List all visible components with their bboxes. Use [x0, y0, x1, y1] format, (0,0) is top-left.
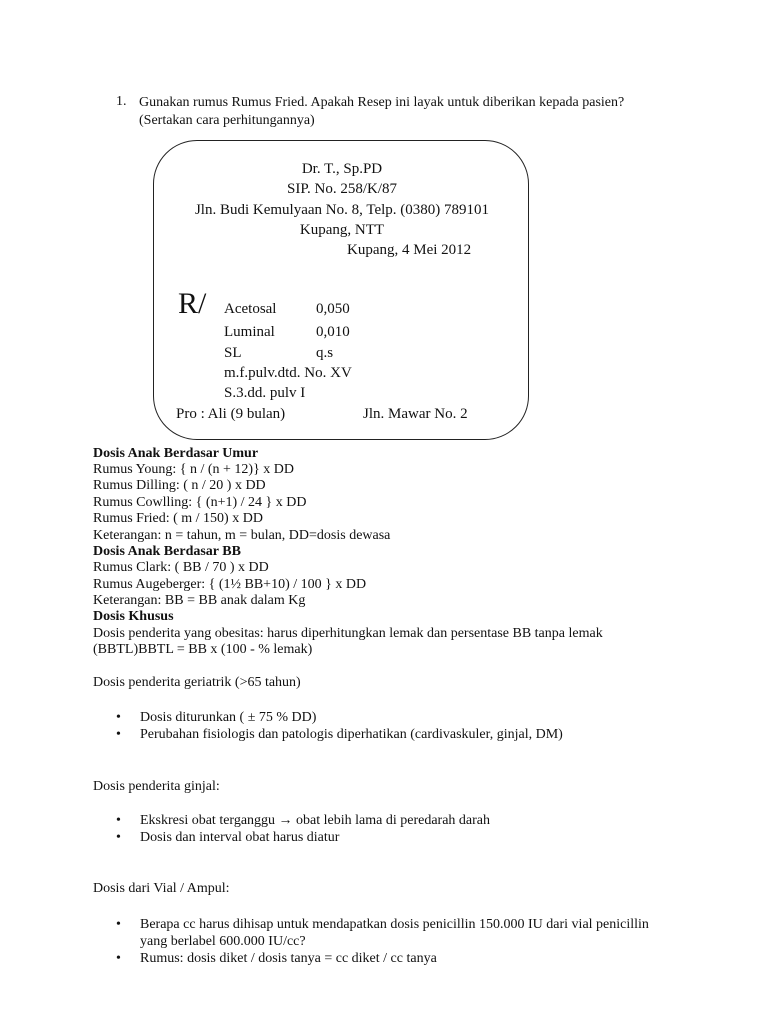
list-item: • Ekskresi obat terganggu → obat lebih lama di peredarah darah [93, 812, 490, 829]
formula-augeberger: Rumus Augeberger: { (1½ BB+10) / 100 } x DD [93, 577, 367, 592]
geriatrik-heading: Dosis penderita geriatrik (>65 tahun) [93, 675, 301, 690]
obesitas-line-1: Dosis penderita yang obesitas: harus diperhitungkan lemak dan persentase BB tanpa lemak [93, 626, 603, 641]
patient-address: Jln. Mawar No. 2 [363, 406, 468, 422]
question-text [139, 94, 624, 130]
list-item: • Perubahan fisiologis dan patologis diperhatikan (cardivaskuler, ginjal, DM) [93, 726, 563, 743]
formula-fried: Rumus Fried: ( m / 150) x DD [93, 511, 263, 526]
formula-cowlling: Rumus Cowlling: { (n+1) / 24 } x DD [93, 495, 307, 510]
ginjal-list [93, 812, 490, 846]
list-item: • Dosis diturunkan ( ± 75 % DD) [93, 709, 563, 726]
rx-instruction-1: m.f.pulv.dtd. No. XV [224, 365, 352, 381]
note-umur: Keterangan: n = tahun, m = bulan, DD=dosis dewasa [93, 528, 391, 543]
section-title-bb: Dosis Anak Berdasar BB [93, 544, 241, 559]
doctor-city: Kupang, NTT [299, 222, 385, 238]
note-bb: Keterangan: BB = BB anak dalam Kg [93, 593, 306, 608]
rx-item-name: Acetosal [224, 301, 277, 317]
patient-info: Pro : Ali (9 bulan) [176, 406, 286, 422]
rx-symbol: R/ [178, 287, 207, 320]
rx-instruction-2: S.3.dd. pulv I [224, 385, 306, 401]
ginjal-heading: Dosis penderita ginjal: [93, 779, 220, 794]
vial-bullet-1-line-1: • Berapa cc harus dihisap untuk mendapatkan dosis penicillin 150.000 IU dari vial penicillin [140, 917, 649, 932]
question-number: 1. [116, 94, 127, 109]
section-title-umur: Dosis Anak Berdasar Umur [93, 446, 259, 461]
doctor-address: Jln. Budi Kemulyaan No. 8, Telp. (0380) 789101 [194, 202, 490, 218]
section-title-khusus: Dosis Khusus [93, 609, 174, 624]
vial-heading: Dosis dari Vial / Ampul: [93, 881, 230, 896]
doctor-name: Dr. T., Sp.PD [301, 161, 383, 177]
list-item: • Dosis dan interval obat harus diatur [93, 829, 490, 846]
list-item [93, 916, 649, 950]
question-line-1: Gunakan rumus Rumus Fried. Apakah Resep ini layak untuk diberikan kepada pasien? [139, 95, 625, 110]
vial-bullet-1-line-2: yang berlabel 600.000 IU/cc? [140, 934, 306, 949]
vial-list [93, 916, 649, 967]
geriatrik-list [93, 709, 563, 743]
formula-young: Rumus Young: { n / (n + 12)} x DD [93, 462, 295, 477]
formula-dilling: Rumus Dilling: ( n / 20 ) x DD [93, 478, 266, 493]
formula-clark: Rumus Clark: ( BB / 70 ) x DD [93, 560, 269, 575]
question-line-2: (Sertakan cara perhitungannya) [139, 113, 315, 128]
rx-item-amount: q.s [316, 345, 334, 361]
rx-item-name: SL [224, 345, 242, 361]
prescription-box [153, 140, 529, 440]
doctor-sip: SIP. No. 258/K/87 [286, 181, 398, 197]
list-item: • Rumus: dosis diket / dosis tanya = cc diket / cc tanya [93, 950, 649, 967]
obesitas-line-2: (BBTL)BBTL = BB x (100 - % lemak) [93, 642, 313, 657]
rx-item-name: Luminal [224, 324, 275, 340]
prescription-date: Kupang, 4 Mei 2012 [347, 242, 472, 258]
rx-item-amount: 0,050 [316, 301, 350, 317]
rx-item-amount: 0,010 [316, 324, 350, 340]
